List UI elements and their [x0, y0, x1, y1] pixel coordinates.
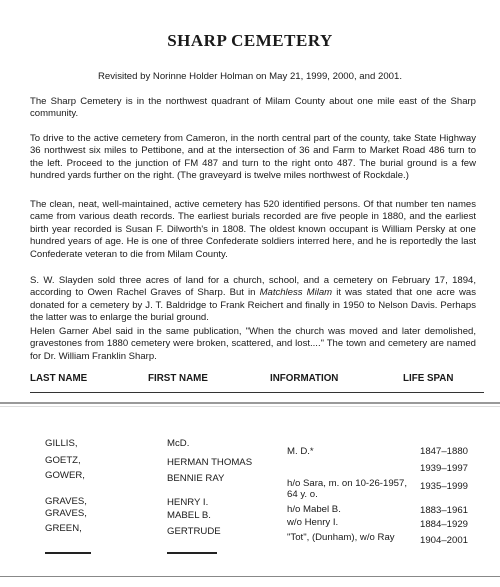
table-row-span: 1935–1999 [420, 481, 469, 492]
cut-off-row-fragment [167, 552, 217, 560]
table-row-first: HERMAN THOMAS [167, 457, 253, 468]
table-row-last: GREEN, [45, 523, 82, 534]
document-title: SHARP CEMETERY [167, 31, 333, 50]
header-last-name: LAST NAME [30, 373, 88, 384]
header-first-name: FIRST NAME [148, 373, 208, 384]
page-edge [0, 576, 500, 577]
table-row-info: h/o Mabel B. [287, 504, 341, 515]
table-row-first: McD. [167, 438, 190, 449]
table-row-span: 1904–2001 [420, 535, 469, 546]
table-row-first: MABEL B. [167, 510, 211, 521]
table-row-first: BENNIE RAY [167, 473, 225, 484]
paragraph-quote: Helen Garner Abel said in the same publication, "When the church was moved and later demolished, gravestones from 1880 cemetery were broken, scattered, and lost...." The town and cemetery are named for Dr. William Franklin Sharp. [30, 326, 476, 362]
table-row-info: M. D.* [287, 446, 314, 457]
table-row-span: 1939–1997 [420, 463, 469, 474]
table-row-last: GOWER, [45, 470, 85, 481]
header-life-span: LIFE SPAN [403, 373, 454, 384]
table-row-last: GOETZ, [45, 455, 81, 466]
table-row-span: 1847–1880 [420, 446, 469, 457]
table-row-span: 1883–1961 [420, 505, 469, 516]
paragraph-description: The clean, neat, well-maintained, active cemetery has 520 identified persons. Of that number ten names came from various death records. The earliest burials recorded are five people in 1880, and the earliest birth year recorded is Susan F. Dilworth's in 1808. The oldest known occupant is William Persky at one hundred years of age. He is one of three Confederate soldiers interred here, and he is reportedly the last Confederate veteran to die from Milam County. [30, 199, 476, 260]
paragraph-history: S. W. Slayden sold three acres of land for a church, school, and a cemetery on February 17, 1894, according to Owen Rachel Graves of Sharp. But in Matchless Milam it was stated that one acre was donated for a cemetery by J. T. Baldridge to Frank Reichert and finally in 1950 to Nelson Davis. Perhaps the latter was to enlarge the burial ground. [30, 275, 476, 324]
table-row-last: GRAVES, [45, 496, 87, 507]
header-information: INFORMATION [270, 373, 339, 384]
cut-off-row-fragment [45, 552, 91, 560]
table-row-first: GERTRUDE [167, 526, 221, 537]
table-row-last: GRAVES, [45, 508, 87, 519]
paragraph-directions: To drive to the active cemetery from Cameron, in the north central part of the county, take State Highway 36 northwest six miles to Pettibone, and at the intersection of 36 and Farm to Market Road 486 turn to the left. Proceed to the junction of FM 487 and turn to the right onto 487. The burial ground is a few hundred yards further on the right. (The graveyard is twelve miles northwest of Rockdale.) [30, 133, 476, 182]
paragraph-location: The Sharp Cemetery is in the northwest quadrant of Milam County about one mile east of the Sharp community. [30, 96, 476, 120]
table-row-info: h/o Sara, m. on 10-26-1957, 64 y. o. [287, 478, 407, 500]
revisited-line: Revisited by Norinne Holder Holman on May 21, 1999, 2000, and 2001. [98, 71, 402, 82]
table-row-info: "Tot", (Dunham), w/o Ray [287, 532, 395, 543]
table-row-info: w/o Henry I. [287, 517, 339, 528]
table-row-span: 1884–1929 [420, 519, 469, 530]
table-row-last: GILLIS, [45, 438, 78, 449]
table-row-first: HENRY I. [167, 497, 209, 508]
